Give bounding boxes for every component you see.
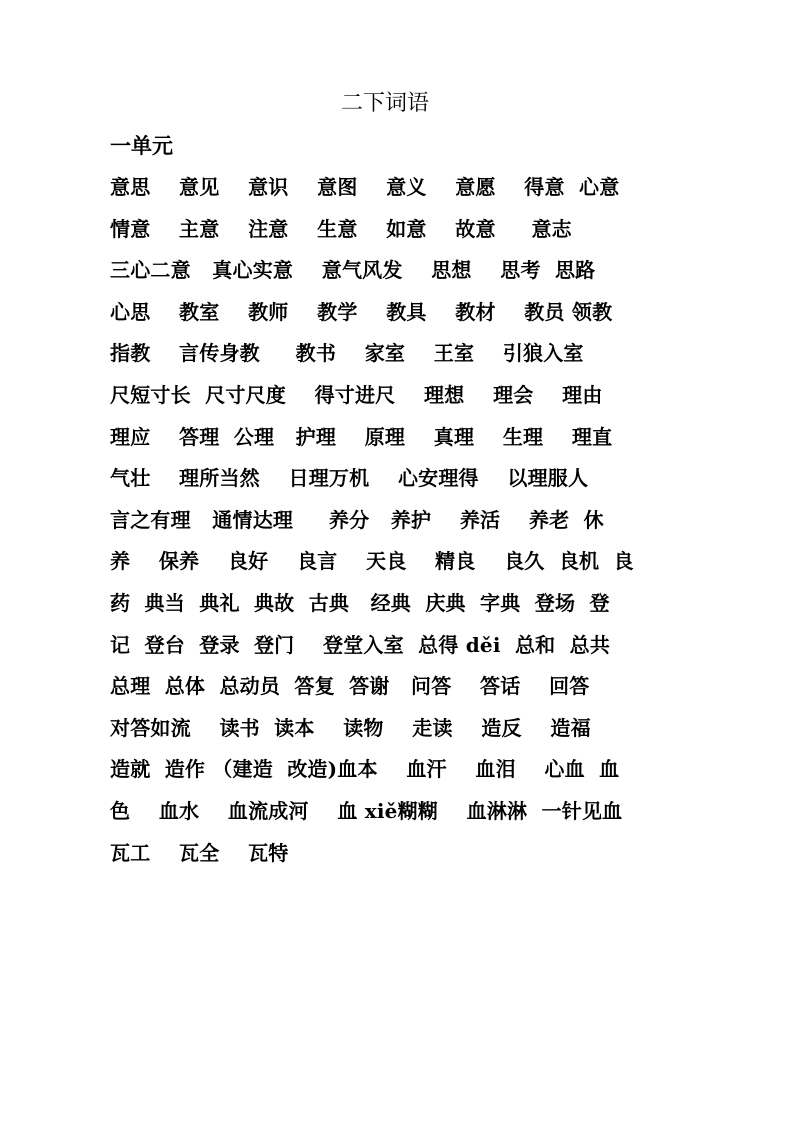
vocabulary-line: 对答如流 读书 读本 读物 走读 造反 造福: [110, 715, 591, 740]
vocabulary-line: 理应 答理 公理 护理 原理 真理 生理 理直: [110, 424, 613, 449]
vocabulary-line: 言之有理 通情达理 养分 养护 养活 养老 休: [110, 507, 604, 532]
section-heading: 一单元: [110, 133, 173, 158]
vocabulary-line: 尺短寸长 尺寸尺度 得寸进尺 理想 理会 理由: [110, 382, 603, 407]
vocabulary-line: 气壮 理所当然 日理万机 心安理得 以理服人: [110, 466, 589, 491]
page-title: 二下词语: [340, 91, 429, 116]
vocabulary-line: 记 登台 登录 登门 登堂入室 总得 děi 总和 总共: [110, 632, 611, 657]
vocabulary-line: 情意 主意 注意 生意 如意 故意 意志: [110, 216, 572, 241]
vocabulary-line: 色 血水 血流成河 血 xiě糊糊 血淋淋 一针见血: [110, 798, 623, 823]
vocabulary-line: 药 典当 典礼 典故 古典 经典 庆典 字典 登场 登: [110, 590, 610, 615]
vocabulary-line: 心思 教室 教师 教学 教具 教材 教员 领教: [110, 299, 613, 324]
vocabulary-line: 造就 造作 （建造 改造)血本 血汗 血泪 心血 血: [110, 757, 620, 782]
vocabulary-line: 瓦工 瓦全 瓦特: [110, 840, 289, 865]
vocabulary-line: 总理 总体 总动员 答复 答谢 问答 答话 回答: [110, 674, 590, 699]
vocabulary-line: 指教 言传身教 教书 家室 王室 引狼入室: [110, 341, 584, 366]
vocabulary-list: [110, 172, 670, 879]
vocabulary-line: 养 保养 良好 良言 天良 精良 良久 良机 良: [110, 549, 634, 574]
vocabulary-line: 意思 意见 意识 意图 意义 意愿 得意 心意: [110, 175, 620, 199]
vocabulary-line: 三心二意 真心实意 意气风发 思想 思考 思路: [110, 258, 596, 283]
